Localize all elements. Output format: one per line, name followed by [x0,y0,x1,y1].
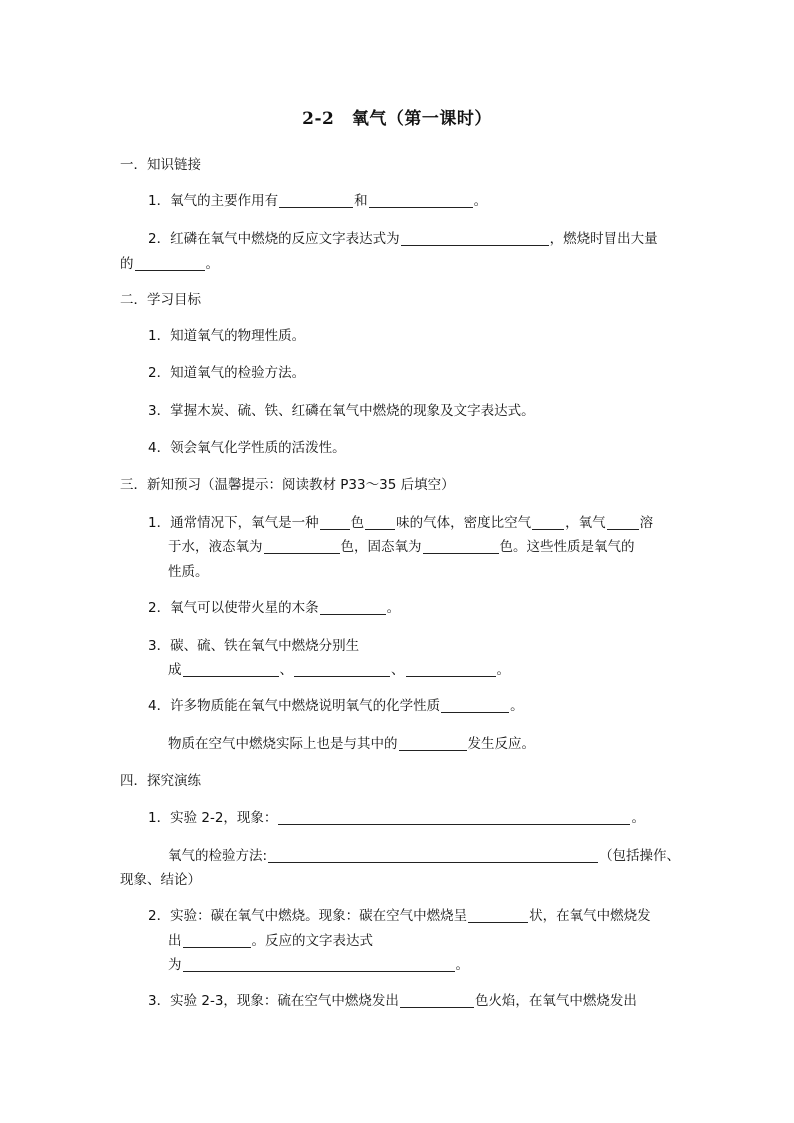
question-text: 和 [354,193,368,209]
blank-field[interactable] [294,661,390,677]
objective-item: 4．领会氧气化学性质的活泼性。 [148,440,346,456]
question-4-2-line-3 [168,954,469,976]
question-text: 。 [496,662,510,678]
section-heading-preview: 三．新知预习（温馨提示：阅读教材 P33～35 后填空） [120,477,455,493]
objective-item: 2．知道氧气的检验方法。 [148,365,306,381]
question-text: ，氧气 [565,515,606,531]
question-1-1 [148,190,487,212]
question-3-4-line-2 [168,733,535,755]
question-text: 色 [350,515,365,531]
question-text: 。 [386,600,401,616]
blank-field[interactable] [320,599,386,615]
question-text: 、 [391,662,405,678]
question-text: 溶 [639,515,654,531]
question-text: 色。这些性质是氧气的 [499,539,635,555]
question-text: 味的气体，密度比空气 [396,515,532,531]
question-text: 1．通常情况下，氧气是一种 [148,515,319,531]
question-text: 2．红磷在氧气中燃烧的反应文字表达式为 [148,231,400,247]
question-text: 。 [631,810,645,826]
page-title: 2-2 氧气（第一课时） [302,109,492,129]
section-heading-practice: 四．探究演练 [120,773,201,789]
blank-field[interactable] [183,956,455,972]
question-text: 3．实验 2-3，现象：硫在空气中燃烧发出 [148,993,399,1009]
blank-field[interactable] [365,514,395,530]
blank-field[interactable] [400,992,474,1008]
blank-field[interactable] [423,538,499,554]
question-text: 氧气的检验方法: [168,848,268,864]
question-1-2 [148,228,658,250]
question-text: 物质在空气中燃烧实际上也是与其中的 [168,736,398,752]
question-text: 。 [455,957,469,973]
blank-field[interactable] [607,514,639,530]
question-text: 发生反应。 [467,736,535,752]
question-text: 色火焰，在氧气中燃烧发出 [474,993,637,1009]
blank-field[interactable] [441,697,509,713]
question-text: 为 [168,957,182,973]
question-3-3: 3．碳、硫、铁在氧气中燃烧分别生 [148,638,360,654]
question-text: 色，固态氧为 [340,539,422,555]
question-text: 、 [279,662,293,678]
blank-field[interactable] [369,192,473,208]
question-3-1-line-2 [168,536,635,558]
section-heading-knowledge: 一．知识链接 [120,157,201,173]
blank-field[interactable] [399,735,467,751]
blank-field[interactable] [183,932,251,948]
blank-field[interactable] [279,192,353,208]
question-text: 1．氧气的主要作用有 [148,193,279,209]
question-text: 状，在氧气中燃烧发 [529,908,651,924]
blank-field[interactable] [468,907,528,923]
question-3-3-line-2 [168,659,510,681]
question-4-1-line-3: 现象、结论） [120,872,201,888]
blank-field[interactable] [278,809,630,825]
question-text: （包括操作、 [599,848,681,864]
blank-field[interactable] [135,255,205,271]
blank-field[interactable] [406,661,496,677]
question-4-3 [148,990,637,1012]
blank-field[interactable] [401,230,549,246]
question-4-2 [148,905,651,927]
question-text: ，燃烧时冒出大量 [549,231,658,247]
question-text: 2．实验：碳在氧气中燃烧。现象：碳在空气中燃烧呈 [148,908,468,924]
question-text: 2．氧气可以使带火星的木条 [148,600,319,616]
blank-field[interactable] [268,847,598,863]
blank-field[interactable] [320,514,350,530]
question-text: 。反应的文字表达式 [251,933,373,949]
question-text: 成 [168,662,182,678]
question-3-1 [148,512,653,534]
question-3-1-line-3: 性质。 [168,564,209,580]
objective-item: 3．掌握木炭、硫、铁、红磷在氧气中燃烧的现象及文字表达式。 [148,403,535,419]
blank-field[interactable] [264,538,340,554]
question-4-2-line-2 [168,930,373,952]
blank-field[interactable] [532,514,564,530]
question-text: 4．许多物质能在氧气中燃烧说明氧气的化学性质 [148,698,441,714]
blank-field[interactable] [183,661,279,677]
question-text: 。 [510,698,524,714]
question-4-1-line-2 [168,845,680,867]
question-3-2 [148,597,400,619]
section-heading-objectives: 二．学习目标 [120,292,201,308]
question-3-4 [148,695,524,717]
question-1-2-continued [120,253,219,275]
question-text: 1．实验 2-2，现象： [148,810,278,826]
question-text: 于水，液态氧为 [168,539,263,555]
question-text: 。 [473,193,488,209]
objective-item: 1．知道氧气的物理性质。 [148,328,306,344]
question-text: 的 [120,256,134,272]
question-4-1 [148,807,645,829]
question-text: 。 [205,256,219,272]
question-text: 出 [168,933,182,949]
